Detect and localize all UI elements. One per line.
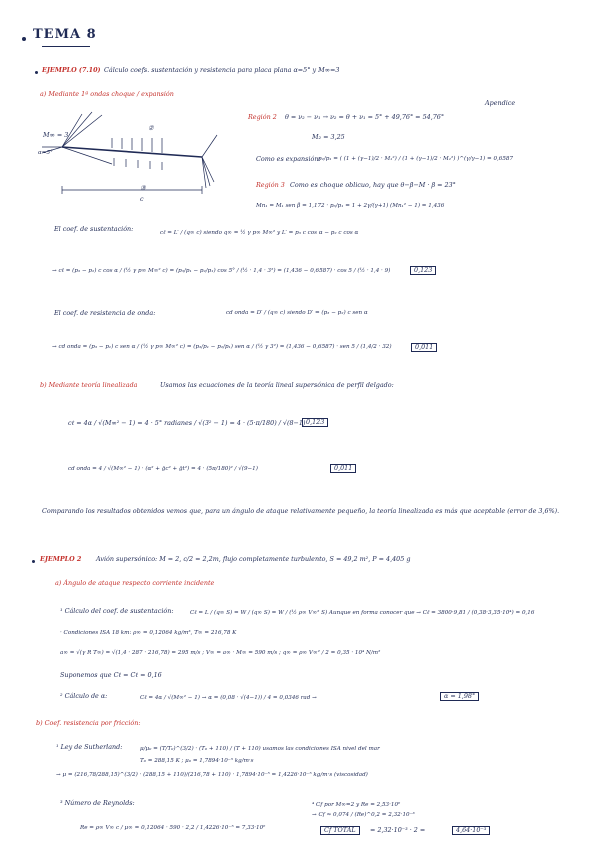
figure-alpha-label: α=5°	[38, 150, 53, 156]
title-underline	[42, 46, 90, 47]
sutherland-equation: μ/μ₀ = (T/T₀)^(3/2) · (T₀ + 110) / (T + 110) usamos las condiciones ISA nivel del mar	[140, 746, 380, 752]
example1-conclusion: Comparando los resultados obtenidos vemos que, para un ángulo de ataque relativamente pequeño, la teoría linealizada es más que aceptable (error de 3,6%).	[42, 507, 560, 515]
example1-part-b: b) Mediante teoría linealizada	[40, 381, 138, 389]
sutherland-label: ¹ Ley de Sutherland:	[56, 743, 123, 751]
page-title: TEMA 8	[33, 27, 97, 42]
viscosity-result: → μ = (216,78/288,15)^(3/2) · (288,15 + 110)/(216,78 + 110) · 1,7894·10⁻⁵ = 1,4226·10⁻⁵ kg/m·s (viscosidad)	[56, 772, 368, 778]
isa-equation: a∞ = √(γ R T∞) = √(1,4 · 287 · 216,78) = 295 m/s ; V∞ = a∞ · M∞ = 590 m/s ; q∞ = ρ∞ V∞² / 2 = 0,35 · 10⁴ N/m²	[60, 650, 381, 656]
region2-expansion-label: Como es expansión:	[256, 155, 321, 163]
example2-heading: EJEMPLO 2	[40, 555, 82, 563]
figure-region2-label: ②	[148, 124, 154, 132]
figure-region3-label: ③	[140, 184, 146, 192]
figure-chord-label: c	[140, 195, 144, 203]
sutherland-conditions: T₀ = 288,15 K ; μ₀ = 1,7894·10⁻⁵ kg/m·s	[140, 758, 254, 764]
linear-lift-result: 0,123	[302, 418, 328, 427]
step2-label: ² Cálculo de α:	[60, 692, 108, 700]
drag-coef-result: 0,011	[411, 343, 437, 352]
cf-total-equation: = 2,32·10⁻³ · 2 =	[370, 826, 426, 834]
lift-coef-equation: → cℓ = (p₃ − p₂) c cos α / (½ γ p∞ M∞² c) = (p₃/p₁ − p₂/p₁) cos 5° / (½ · 1,4 · 3²) = (1,436 − 0,6587) · cos 5 / (½ · 1,4 · 9)	[52, 268, 391, 274]
region2-mach: M₂ = 3,25	[312, 133, 345, 141]
drag-coef-equation: → cd onda = (p₃ − p₁) c sen α / (½ γ p∞ M∞² c) = (p₃/p₁ − p₂/p₁) sen α / (½ γ 3²) = (1,436 − 0,6587) · sen 5 / (1,4/2 · 32)	[52, 344, 392, 350]
example1-part-a: a) Mediante 1ª ondas choque / expansión	[40, 90, 174, 98]
linear-drag-equation: cd onda = 4 / √(M∞² − 1) · (α² + ḡc² + ḡt²) = 4 · (5π/180)² / √(9−1)	[68, 466, 258, 472]
linear-drag-result: 0,011	[330, 464, 356, 473]
lift-coef-definition: cℓ = L′ / (q∞ c) siendo q∞ = ½ γ p∞ M∞² y L′ = p₃ c cos α − p₂ c cos α	[160, 230, 359, 236]
isa-conditions: · Condiciones ISA 18 km: ρ∞ = 0,12064 kg/m³, T∞ = 216,78 K	[60, 630, 237, 636]
figure-mach-label: M∞ = 3	[43, 131, 69, 139]
region2-expansion-equation: p₂/p₁ = ( (1 + (γ−1)/2 · M₁²) / (1 + (γ−1)/2 · M₂²) )^(γ/γ−1) = 0,6587	[318, 156, 514, 162]
region2-heading: Región 2	[248, 113, 277, 121]
region3-heading: Región 3	[256, 181, 285, 189]
step-b4-label: ⁴ Cf por M∞=2 y Re = 2,53·10⁶	[312, 802, 401, 808]
example1-heading: EJEMPLO (7.10)	[42, 66, 101, 74]
bullet-icon	[35, 71, 38, 74]
region3-text: Como es choque oblicuo, hay que θ−β−M · β = 23°	[290, 181, 456, 189]
cf-total-label: Cf TOTAL	[320, 826, 360, 835]
example1-part-b-text: Usamos las ecuaciones de la teoría lineal supersónica de perfil delgado:	[160, 381, 394, 389]
assumption: Suponemos que Cℓ = Cℓ = 0,16	[60, 671, 162, 679]
cf-total-result: 4,64·10⁻³	[452, 826, 490, 835]
example2-part-b: b) Coef. resistencia por fricción:	[36, 719, 141, 727]
step2-result: α = 1,98°	[440, 692, 479, 701]
region3-equation: Mn₁ = M₁ sen β = 1,172 · p₃/p₁ = 1 + 2γ/(γ+1) (Mn₁² − 1) = 1,436	[256, 203, 445, 209]
lift-coef-label: El coef. de sustentación:	[54, 225, 134, 233]
step1-label: ¹ Cálculo del coef. de sustentación:	[60, 607, 174, 615]
region2-note: Apendice	[485, 99, 516, 107]
example1-heading-text: Cálculo coefs. sustentación y resistencia para placa plana α=5° y M∞=3	[104, 66, 340, 74]
step-b4-equation: → Cf ≈ 0,074 / (Re)^0,2 = 2,32·10⁻³	[312, 812, 415, 818]
reynolds-equation: Re = ρ∞ V∞ c / μ∞ = 0,12064 · 590 · 2,2 / 1,4226·10⁻⁵ = 7,33·10⁶	[80, 825, 266, 831]
step1-equation: Cℓ = L / (q∞ S) = W / (q∞ S) = W / (½ ρ∞ V∞² S) Aunque en forma conocer que → Cℓ = 3800·9,81 / (0,38·3,35·10⁴) = 0,16	[190, 610, 535, 616]
bullet-icon	[22, 37, 26, 41]
plate-diagram	[42, 110, 222, 210]
step2-equation: Cℓ = 4α / √(M∞² − 1) → α = (0,08 · √(4−1)) / 4 = 0,0346 rad →	[140, 695, 317, 701]
region2-equation: θ = ν₂ − ν₁ → ν₂ = θ + ν₁ = 5° + 49,76° = 54,76°	[285, 113, 445, 121]
drag-coef-label: El coef. de resistencia de onda:	[54, 309, 156, 317]
drag-coef-definition: cd onda = D′ / (q∞ c) siendo D′ = (p₃ − p₂) c sen α	[226, 310, 368, 316]
bullet-icon	[32, 560, 35, 563]
example2-heading-text: Avión supersónico: M = 2, c/2 = 2,2m, flujo completamente turbulento, S = 49,2 m², P = 4,405 g	[96, 555, 411, 563]
lift-coef-result: 0,123	[410, 266, 436, 275]
example2-part-a: a) Ángulo de ataque respecto corriente incidente	[55, 579, 215, 587]
linear-lift-equation: cℓ = 4α / √(M∞² − 1) = 4 · 5° radianes / √(3² − 1) = 4 · (5·π/180) / √(8−1)	[68, 419, 306, 427]
reynolds-label: ³ Número de Reynolds:	[60, 799, 135, 807]
